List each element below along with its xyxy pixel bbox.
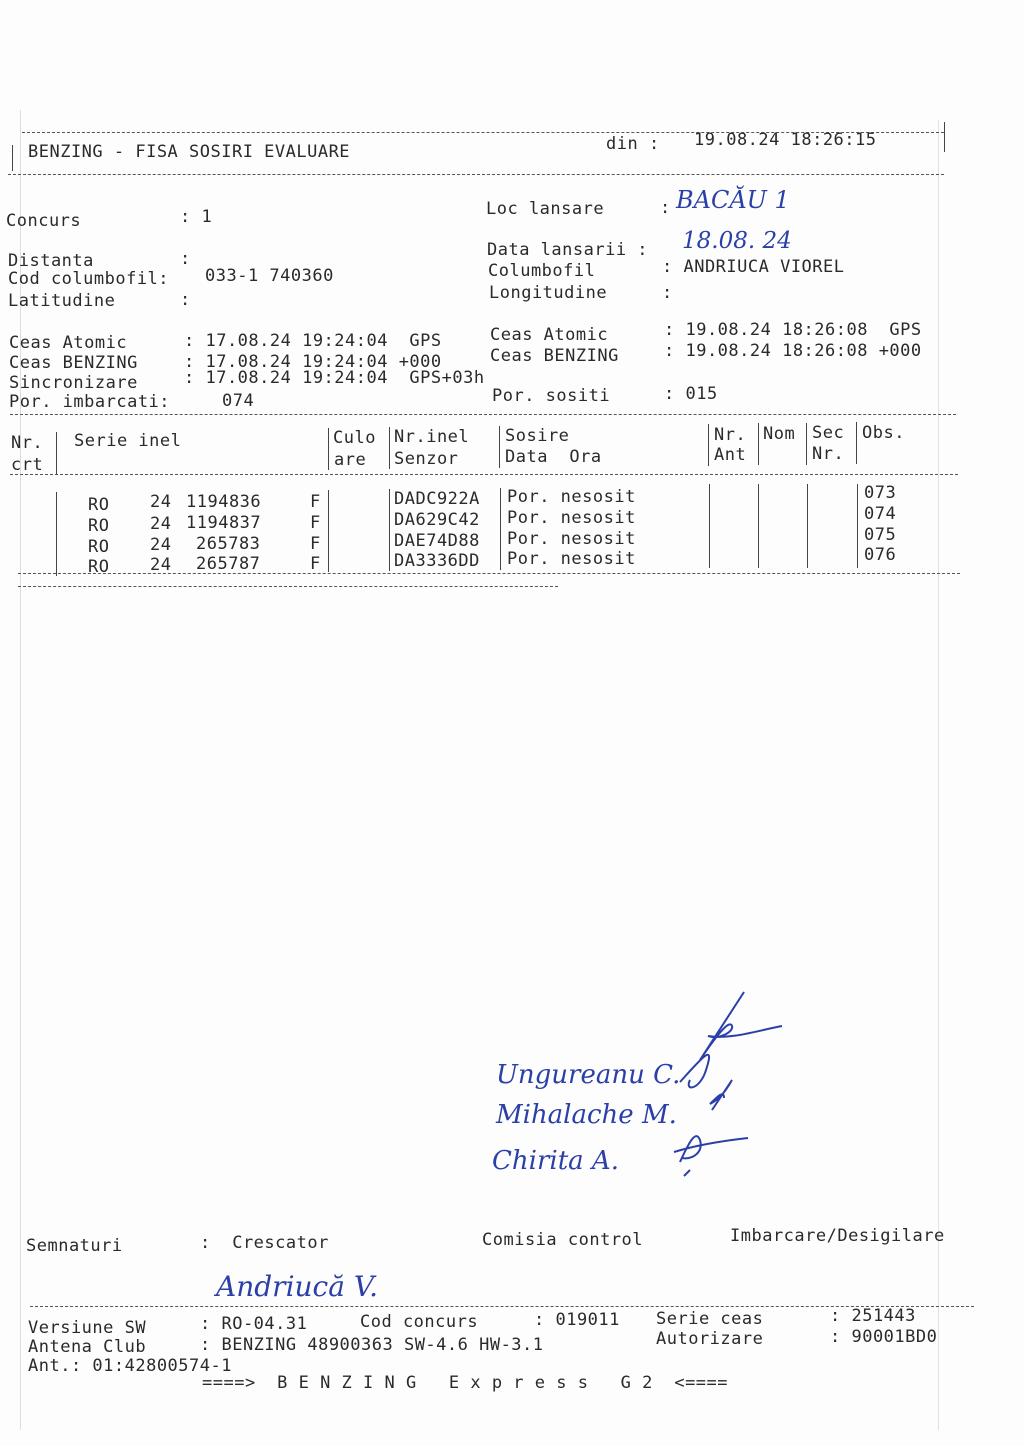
cell-sex: F	[310, 534, 321, 554]
header-left-bar	[12, 145, 13, 171]
th-sep	[758, 423, 759, 465]
data-lansarii-label: Data lansarii :	[487, 240, 649, 260]
cell-ring-number: 1194836	[186, 492, 262, 512]
latitudine-label: Latitudine	[8, 291, 116, 311]
tb-sep	[500, 488, 501, 570]
th-sep	[328, 428, 329, 470]
commission-signature-strokes	[660, 990, 790, 1180]
crescator-signature: Andriucă V.	[216, 1270, 379, 1303]
latitudine-sep: :	[180, 290, 191, 310]
cod-concurs-value: : 019011	[534, 1310, 620, 1330]
cell-sex: F	[310, 492, 321, 512]
antena-label: Antena Club	[28, 1337, 147, 1357]
cell-country: RO	[88, 495, 110, 515]
cell-sex: F	[310, 554, 321, 574]
distanta-sep: :	[180, 249, 191, 269]
tb-sep	[857, 484, 858, 568]
ceas-atomic-end: : 19.08.24 18:26:08 GPS	[664, 320, 922, 340]
cod-columbofil-label: Cod columbofil:	[8, 269, 170, 289]
th-nom: Nom	[763, 424, 796, 444]
imbarcare-label: Imbarcare/Desigilare	[730, 1226, 945, 1246]
table-top-rule	[10, 414, 956, 415]
th-data-ora: Data Ora	[505, 447, 602, 467]
cell-year: 24	[150, 514, 172, 534]
cell-sensor: DA629C42	[394, 510, 480, 530]
crescator-label: : Crescator	[200, 1233, 329, 1253]
th-culoare: Culo	[333, 428, 376, 448]
cell-arrival: Por. nesosit	[507, 549, 636, 569]
cell-ring-number: 1194837	[186, 513, 262, 533]
th-sec-nr: Nr.	[812, 444, 845, 464]
ceas-atomic-end-label: Ceas Atomic	[490, 325, 609, 345]
cod-concurs-label: Cod concurs	[360, 1312, 479, 1332]
th-sep	[856, 422, 857, 464]
th-obs: Obs.	[862, 423, 905, 443]
por-imbarcati-value: 074	[222, 391, 255, 411]
document-title: BENZING - FISA SOSIRI EVALUARE	[28, 142, 351, 162]
longitudine-label: Longitudine	[489, 283, 608, 303]
cell-ring-number: 265787	[196, 554, 261, 574]
comisia-label: Comisia control	[482, 1230, 644, 1250]
antenna-id-line: Ant.: 01:42800574-1	[28, 1356, 232, 1376]
th-culoare-2: are	[334, 450, 367, 470]
cell-year: 24	[150, 535, 172, 555]
data-lansarii-handwritten: 18.08. 24	[682, 228, 792, 254]
tb-sep	[758, 484, 759, 568]
header-right-bar	[944, 122, 945, 152]
loc-lansare-sep: :	[660, 198, 671, 218]
th-sep	[806, 423, 807, 465]
tb-sep	[709, 484, 710, 568]
por-sositi-label: Por. sositi	[492, 386, 611, 406]
versiune-label: Versiune SW	[28, 1318, 147, 1338]
th-nr-inel: Nr.inel	[394, 427, 470, 447]
header-bottom-rule	[8, 174, 944, 175]
autorizare-value: : 90001BD0	[830, 1327, 938, 1347]
date-label: din :	[606, 134, 660, 154]
commission-name-1: Ungureanu C.	[496, 1060, 681, 1090]
cell-arrival: Por. nesosit	[507, 508, 636, 528]
cell-obs: 073	[864, 483, 897, 503]
concurs-label: Concurs	[6, 211, 82, 231]
th-ant: Ant	[714, 445, 747, 465]
loc-lansare-label: Loc lansare	[486, 199, 605, 219]
th-sep	[708, 424, 709, 466]
tb-sep	[807, 484, 808, 568]
cod-columbofil-value: 033-1 740360	[205, 266, 334, 286]
th-serie-inel: Serie inel	[74, 431, 182, 451]
th-nr-ant: Nr.	[714, 425, 747, 445]
cell-year: 24	[150, 555, 172, 575]
th-senzor: Senzor	[394, 449, 459, 469]
tb-sep	[328, 490, 329, 572]
ceas-benzing-end-label: Ceas BENZING	[490, 346, 619, 366]
benzing-express-banner: ====> B E N Z I N G E x p r e s s G 2 <====	[202, 1373, 729, 1393]
table-bottom-rule-1	[18, 573, 960, 574]
cell-obs: 074	[864, 504, 897, 524]
cell-arrival: Por. nesosit	[507, 487, 636, 507]
cell-country: RO	[88, 537, 110, 557]
ceas-atomic-start: : 17.08.24 19:24:04 GPS	[184, 331, 442, 351]
versiune-value: : RO-04.31	[200, 1314, 308, 1334]
por-sositi-value: : 015	[664, 384, 718, 404]
longitudine-sep: :	[662, 283, 673, 303]
ceas-benzing-label: Ceas BENZING	[9, 353, 138, 373]
concurs-value: : 1	[180, 207, 213, 227]
th-sep	[499, 426, 500, 468]
th-nr: Nr.	[11, 433, 44, 453]
ceas-benzing-end: : 19.08.24 18:26:08 +000	[664, 341, 922, 361]
cell-country: RO	[88, 516, 110, 536]
cell-year: 24	[150, 492, 172, 512]
cell-arrival: Por. nesosit	[507, 529, 636, 549]
sincronizare-label: Sincronizare	[9, 373, 138, 393]
th-sec: Sec	[812, 423, 845, 443]
date-value: 19.08.24 18:26:15	[694, 130, 877, 150]
cell-sensor: DA3336DD	[394, 551, 480, 571]
sincronizare-value: : 17.08.24 19:24:04 GPS+03h	[184, 368, 485, 388]
cell-sensor: DAE74D88	[394, 531, 480, 551]
autorizare-label: Autorizare	[656, 1329, 764, 1349]
tb-sep	[56, 492, 57, 576]
cell-ring-number: 265783	[196, 534, 261, 554]
distanta-label: Distanta	[8, 251, 94, 271]
commission-name-2: Mihalache M.	[496, 1100, 677, 1130]
tb-sep	[389, 489, 390, 571]
th-crt: crt	[11, 455, 44, 475]
por-imbarcati-label: Por. imbarcati:	[9, 392, 171, 412]
th-sosire: Sosire	[505, 426, 570, 446]
cell-sensor: DADC922A	[394, 489, 480, 509]
commission-name-3: Chirita A.	[492, 1146, 619, 1176]
antena-value: : BENZING 48900363 SW-4.6 HW-3.1	[200, 1335, 544, 1355]
cell-sex: F	[310, 513, 321, 533]
th-sep	[389, 427, 390, 469]
loc-lansare-handwritten: BACĂU 1	[676, 186, 790, 214]
table-bottom-rule-2	[18, 586, 558, 587]
ceas-atomic-label: Ceas Atomic	[9, 333, 128, 353]
columbofil-value: : ANDRIUCA VIOREL	[662, 257, 845, 277]
serie-ceas-value: : 251443	[830, 1306, 916, 1326]
th-sep	[56, 432, 57, 474]
cell-country: RO	[88, 557, 110, 577]
ceas-benzing-start: : 17.08.24 19:24:04 +000	[184, 352, 442, 372]
serie-ceas-label: Serie ceas	[656, 1309, 764, 1329]
table-header-rule	[10, 474, 958, 475]
cell-obs: 075	[864, 525, 897, 545]
columbofil-label: Columbofil	[488, 261, 596, 281]
cell-obs: 076	[864, 545, 897, 565]
semnaturi-label: Semnaturi	[26, 1236, 123, 1256]
